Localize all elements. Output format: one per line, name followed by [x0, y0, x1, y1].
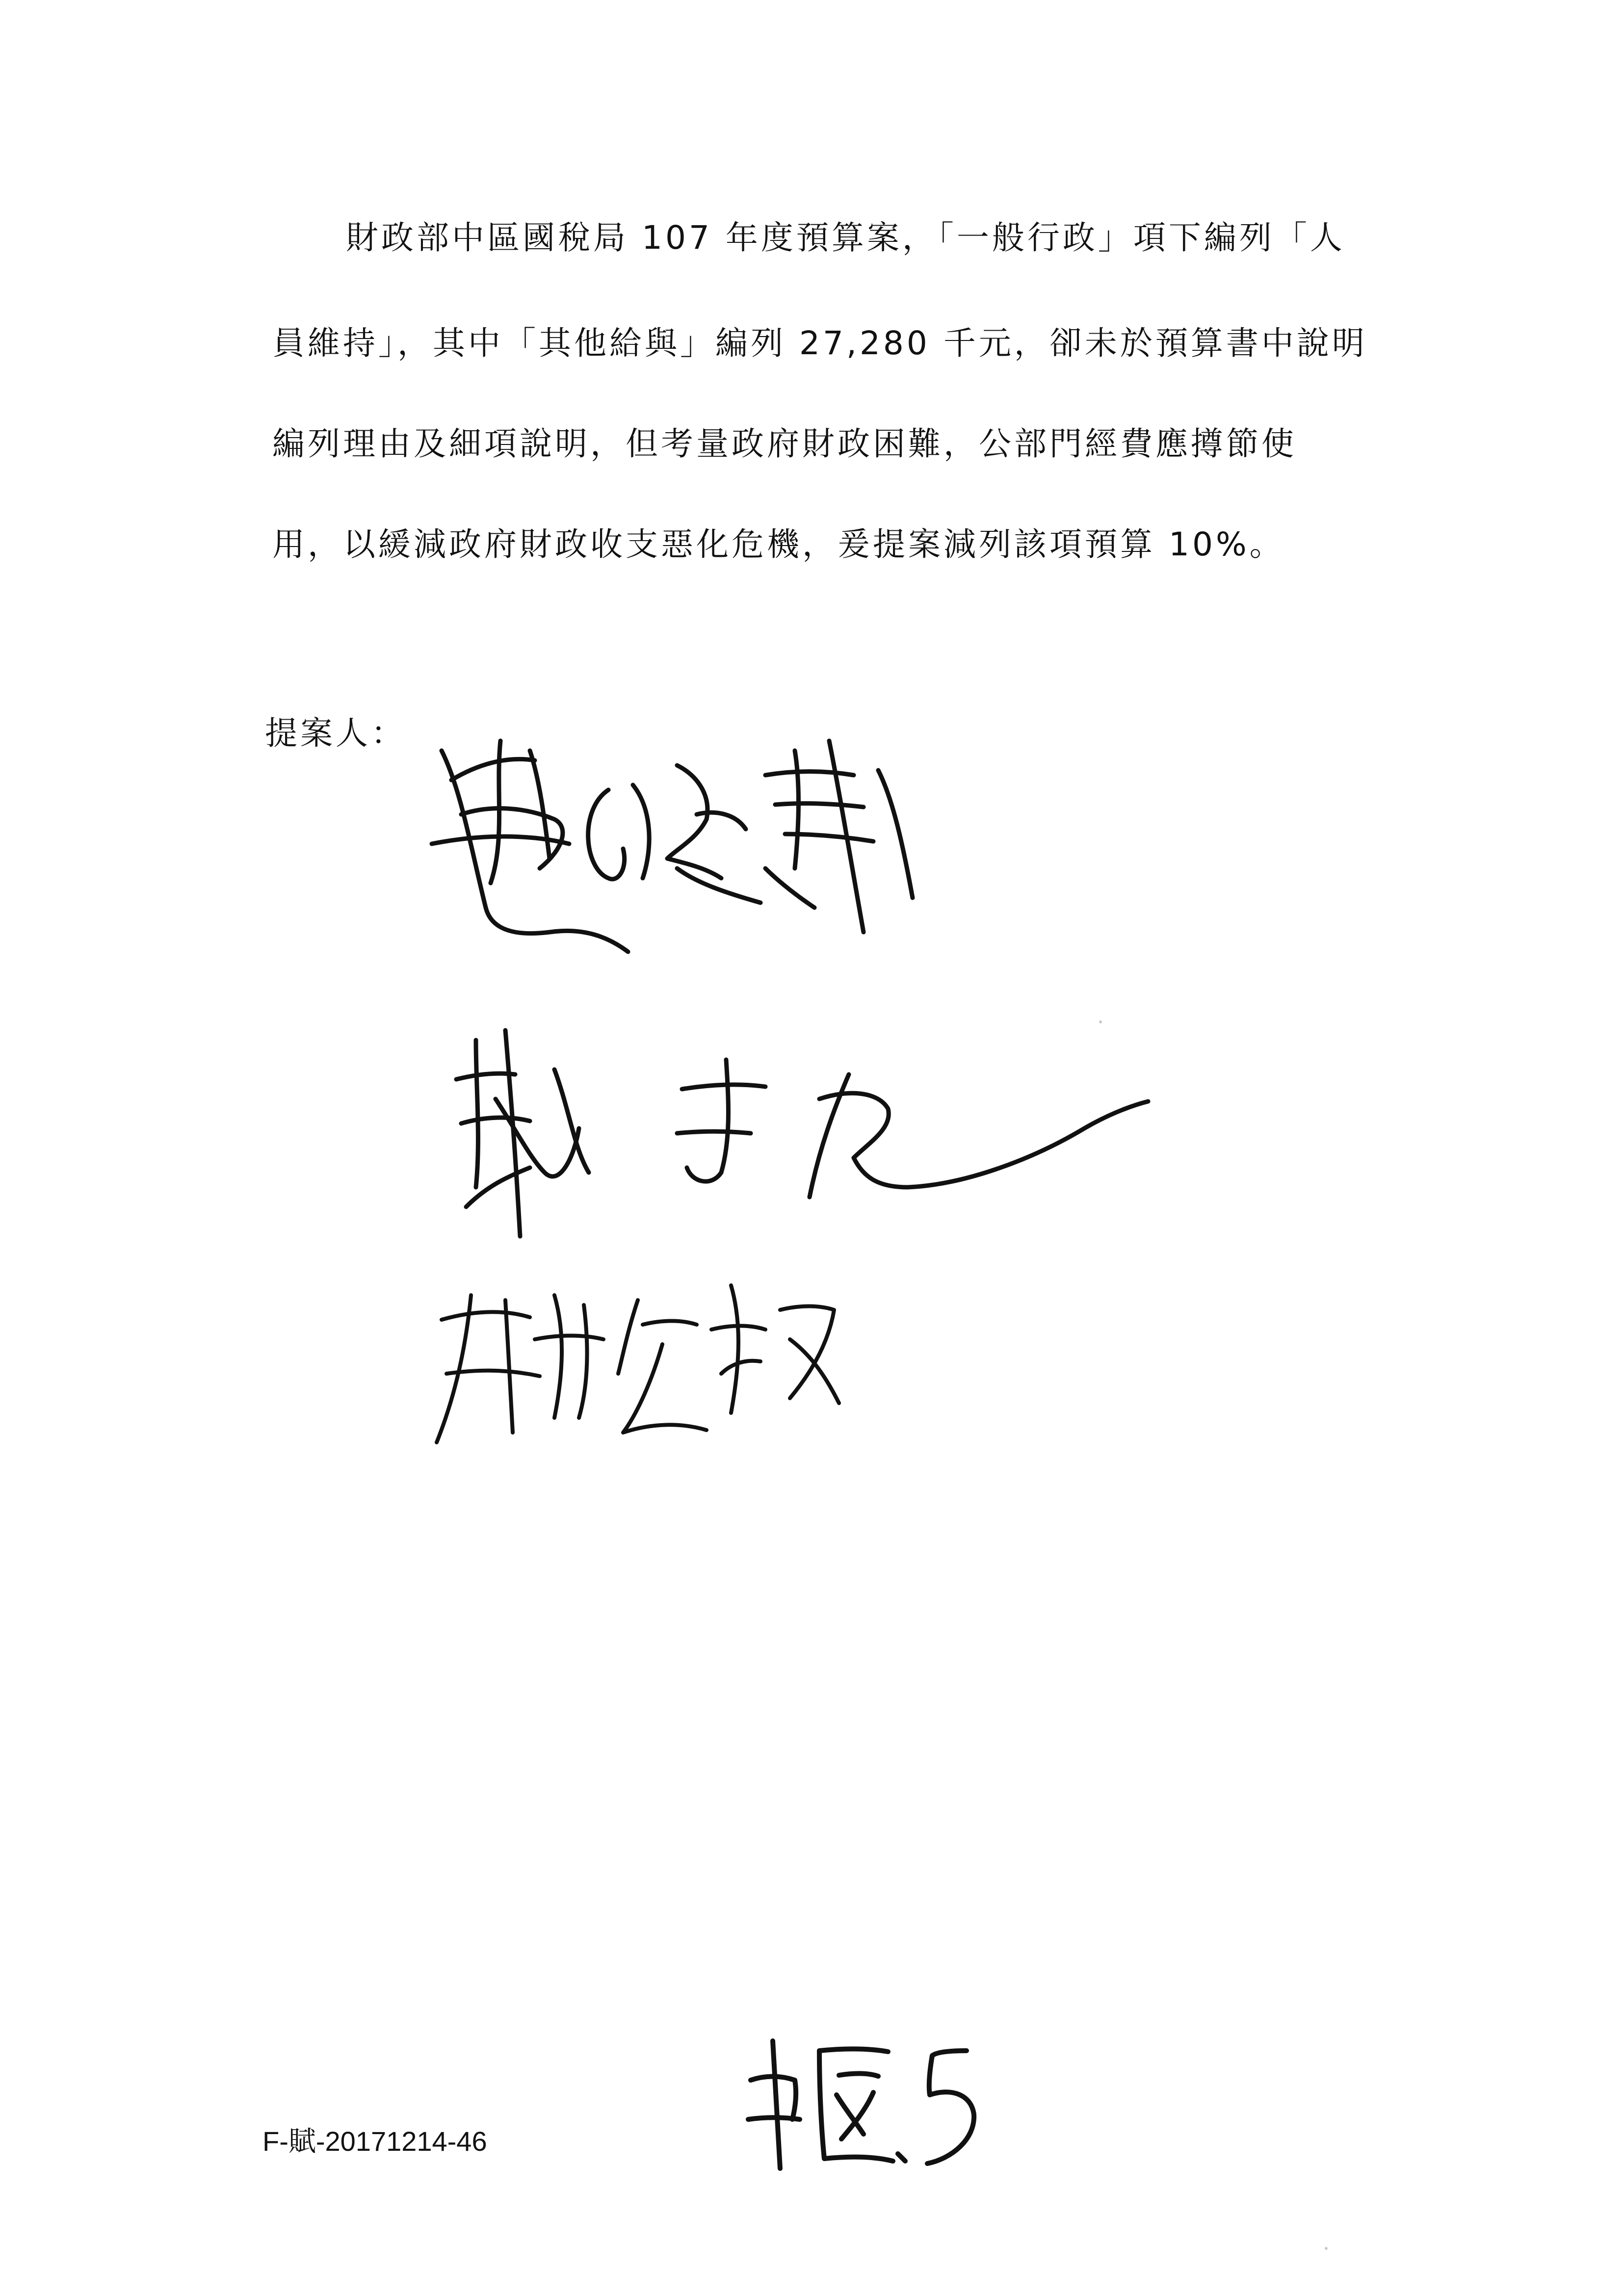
proposer-label: 提案人：	[265, 714, 406, 752]
paragraph-line-1: 財政部中區國稅局 107 年度預算案，「一般行政」項下編列「人	[346, 219, 1345, 257]
signature-1	[422, 721, 942, 957]
scan-dust	[1325, 2247, 1328, 2250]
document-code: F-賦-20171214-46	[262, 2126, 487, 2157]
paragraph-line-4: 用，以緩減政府財政收支惡化危機，爰提案減列該項預算 10%。	[272, 525, 1285, 563]
signature-3	[427, 1256, 868, 1452]
paragraph-line-3: 編列理由及細項說明，但考量政府財政困難，公部門經費應撙節使	[272, 425, 1297, 463]
scan-dust	[1099, 1020, 1102, 1023]
handwritten-mark	[736, 2021, 991, 2178]
signature-2	[446, 1011, 1153, 1256]
paragraph-line-2: 員維持」，其中「其他給與」編列 27,280 千元，卻未於預算書中說明	[272, 324, 1367, 362]
